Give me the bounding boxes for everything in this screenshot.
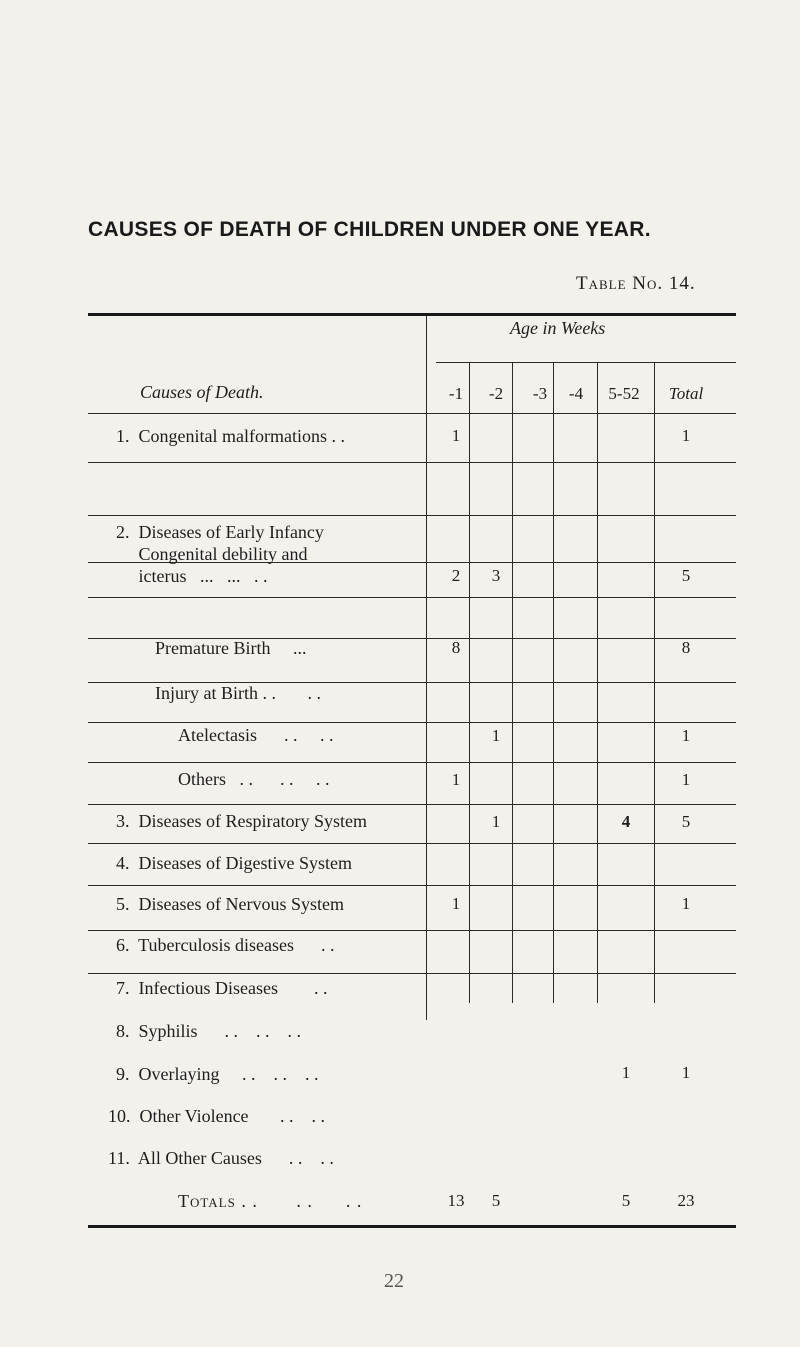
totals-label: Totals . . . . . . — [178, 1191, 363, 1211]
table-cell: 1 — [491, 726, 501, 745]
table-cell: 5 — [491, 1191, 501, 1210]
table-cell: 1 — [681, 426, 691, 445]
cause-label: Atelectasis . . . . — [178, 725, 334, 745]
cause-label: 5. Diseases of Nervous System — [116, 894, 344, 914]
table-cell: 5 — [681, 812, 691, 831]
cause-label: 11. All Other Causes . . . . — [108, 1148, 334, 1168]
col-head-1: -1 — [448, 384, 464, 403]
grid-line — [88, 885, 736, 886]
grid-line — [88, 597, 736, 598]
grid-line — [88, 804, 736, 805]
cause-label: 7. Infectious Diseases . . — [116, 978, 328, 998]
table-cell: 8 — [451, 638, 461, 657]
grid-line — [88, 515, 736, 516]
grid-line — [88, 462, 736, 463]
col-head-total: Total — [668, 384, 704, 403]
cause-label: 1. Congenital malformations . . — [116, 426, 345, 446]
table-cell: 5 — [681, 566, 691, 585]
cause-label: 6. Tuberculosis diseases . . — [116, 935, 335, 955]
table-cell: 1 — [681, 726, 691, 745]
grid-line — [436, 362, 736, 363]
col-head-2: -2 — [488, 384, 504, 403]
cause-label: Others . . . . . . — [178, 769, 330, 789]
table-top-rule — [88, 313, 736, 316]
table-cell: 8 — [681, 638, 691, 657]
grid-line — [597, 363, 598, 1003]
page-number: 22 — [384, 1270, 404, 1292]
table-cell: 1 — [681, 770, 691, 789]
causes-column-heading: Causes of Death. — [140, 382, 264, 402]
grid-line — [88, 722, 736, 723]
col-head-5: 5-52 — [608, 384, 640, 403]
cause-label: Premature Birth ... — [155, 638, 307, 658]
table-cell: 5 — [621, 1191, 631, 1210]
table-cell: 1 — [621, 1063, 631, 1082]
grid-line — [88, 843, 736, 844]
table-bottom-rule — [88, 1225, 736, 1228]
cause-label: 3. Diseases of Respiratory System — [116, 811, 367, 831]
cause-label: 2. Diseases of Early Infancy Congenital debility and icterus ... ... . . — [116, 522, 324, 586]
cause-label: 4. Diseases of Digestive System — [116, 853, 352, 873]
cause-label: 9. Overlaying . . . . . . — [116, 1064, 319, 1084]
grid-line — [88, 762, 736, 763]
table-cell: 23 — [677, 1191, 695, 1210]
grid-line — [88, 413, 736, 414]
col-head-3: -3 — [532, 384, 548, 403]
table-cell: 1 — [451, 770, 461, 789]
table-cell: 1 — [451, 894, 461, 913]
grid-line — [654, 363, 655, 1003]
table-cell: 1 — [451, 426, 461, 445]
cause-label: Injury at Birth . . . . — [155, 683, 321, 703]
age-group-heading: Age in Weeks — [510, 318, 606, 338]
grid-line — [426, 316, 427, 1020]
grid-line — [512, 363, 513, 1003]
grid-line — [88, 973, 736, 974]
table-cell: 3 — [491, 566, 501, 585]
table-cell: 1 — [491, 812, 501, 831]
grid-line — [553, 363, 554, 1003]
cause-label: 10. Other Violence . . . . — [108, 1106, 326, 1126]
document-title: CAUSES OF DEATH OF CHILDREN UNDER ONE YEAR. — [88, 218, 651, 241]
table-cell: 4 — [621, 812, 631, 831]
cause-label: 8. Syphilis . . . . . . — [116, 1021, 302, 1041]
col-head-4: -4 — [568, 384, 584, 403]
table-cell: 13 — [447, 1191, 465, 1210]
table-cell: 2 — [451, 566, 461, 585]
grid-line — [88, 930, 736, 931]
table-cell: 1 — [681, 894, 691, 913]
table-number: Table No. 14. — [576, 273, 696, 294]
table-cell: 1 — [681, 1063, 691, 1082]
